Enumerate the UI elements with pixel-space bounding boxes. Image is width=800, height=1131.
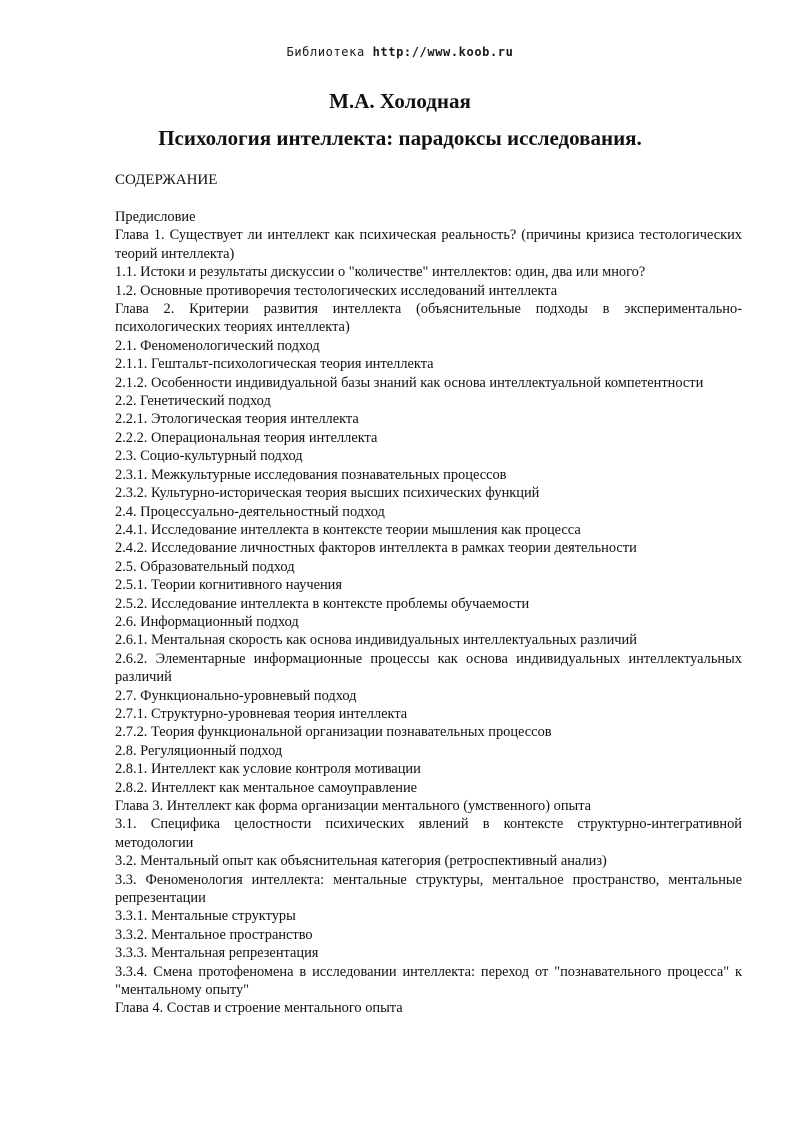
library-url-link[interactable]: http://www.koob.ru bbox=[372, 45, 514, 59]
toc-entry: 2.7.1. Структурно-уровневая теория интеллекта bbox=[115, 705, 408, 722]
toc-entry: 2.5.1. Теории когнитивного научения bbox=[115, 577, 342, 594]
toc-entry: 2.8.1. Интеллект как условие контроля мотивации bbox=[115, 761, 421, 778]
toc-entry: 2.2. Генетический подход bbox=[115, 393, 271, 410]
toc-entry: 3.3.1. Ментальные структуры bbox=[115, 908, 296, 925]
toc-entry: Предисловие bbox=[115, 209, 196, 225]
book-title: Психология интеллекта: парадоксы исследования. bbox=[158, 126, 642, 150]
toc-entry: 2.3.2. Культурно-историческая теория высших психических функций bbox=[115, 485, 540, 502]
toc-entry: 2.1. Феноменологический подход bbox=[115, 337, 320, 354]
toc-entry: 3.3.4. Смена протофеномена в исследовании интеллекта: переход от "познавательного процесса" к "ментальному опыту" bbox=[115, 963, 742, 999]
toc-entry: 2.5.2. Исследование интеллекта в контексте проблемы обучаемости bbox=[115, 595, 530, 612]
table-of-contents bbox=[115, 208, 742, 1018]
toc-entry: Глава 4. Состав и строение ментального опыта bbox=[115, 1000, 403, 1017]
toc-entry: 2.4.2. Исследование личностных факторов интеллекта в рамках теории деятельности bbox=[115, 540, 637, 557]
toc-entry: 2.7. Функционально-уровневый подход bbox=[115, 687, 357, 704]
author-name: М.А. Холодная bbox=[329, 89, 471, 113]
toc-entry: 3.3. Феноменология интеллекта: ментальные структуры, ментальное пространство, ментальные репрезентации bbox=[115, 871, 742, 907]
toc-entry: 2.2.1. Этологическая теория интеллекта bbox=[115, 411, 359, 428]
toc-entry: 2.4. Процессуально-деятельностный подход bbox=[115, 503, 385, 520]
toc-entry: Глава 2. Критерии развития интеллекта (объяснительные подходы в экспериментально-психологических теориях интеллекта) bbox=[115, 301, 742, 336]
toc-entry: 2.2.2. Операциональная теория интеллекта bbox=[115, 429, 378, 446]
toc-entry: 1.2. Основные противоречия тестологических исследований интеллекта bbox=[115, 282, 558, 299]
toc-entry: 3.3.3. Ментальная репрезентация bbox=[115, 945, 319, 962]
contents-heading: СОДЕРЖАНИЕ bbox=[115, 172, 218, 188]
toc-entry: 2.3. Социо-культурный подход bbox=[115, 448, 303, 465]
toc-entry: 2.6.2. Элементарные информационные процессы как основа индивидуальных интеллектуальных различий bbox=[115, 650, 742, 686]
library-header bbox=[0, 45, 800, 59]
toc-entry: 2.6.1. Ментальная скорость как основа индивидуальных интеллектуальных различий bbox=[115, 632, 637, 649]
toc-entry: 2.4.1. Исследование интеллекта в контексте теории мышления как процесса bbox=[115, 521, 581, 538]
toc-entry: 2.8. Регуляционный подход bbox=[115, 742, 283, 759]
toc-entry: 2.1.1. Гештальт-психологическая теория интеллекта bbox=[115, 356, 434, 373]
toc-entry: 2.1.2. Особенности индивидуальной базы знаний как основа интеллектуальной компетентности bbox=[115, 374, 704, 391]
toc-entry: 1.1. Истоки и результаты дискуссии о "количестве" интеллектов: один, два или много? bbox=[115, 264, 646, 281]
toc-entry: 2.5. Образовательный подход bbox=[115, 558, 295, 575]
toc-entry: 3.1. Специфика целостности психических явлений в контексте структурно-интегративной методологии bbox=[115, 816, 742, 851]
toc-entry: Глава 3. Интеллект как форма организации ментального (умственного) опыта bbox=[115, 798, 592, 814]
toc-entry: 2.3.1. Межкультурные исследования познавательных процессов bbox=[115, 466, 507, 483]
toc-entry: 3.2. Ментальный опыт как объяснительная категория (ретроспективный анализ) bbox=[115, 853, 607, 870]
toc-entry: 2.8.2. Интеллект как ментальное самоуправление bbox=[115, 779, 418, 796]
toc-entry: Глава 1. Существует ли интеллект как психическая реальность? (причины кризиса тестологических теорий интеллекта) bbox=[115, 227, 742, 262]
toc-entry: 2.7.2. Теория функциональной организации познавательных процессов bbox=[115, 724, 552, 741]
toc-entry: 3.3.2. Ментальное пространство bbox=[115, 926, 313, 943]
library-label: Библиотека bbox=[286, 45, 365, 59]
toc-entry: 2.6. Информационный подход bbox=[115, 613, 299, 630]
